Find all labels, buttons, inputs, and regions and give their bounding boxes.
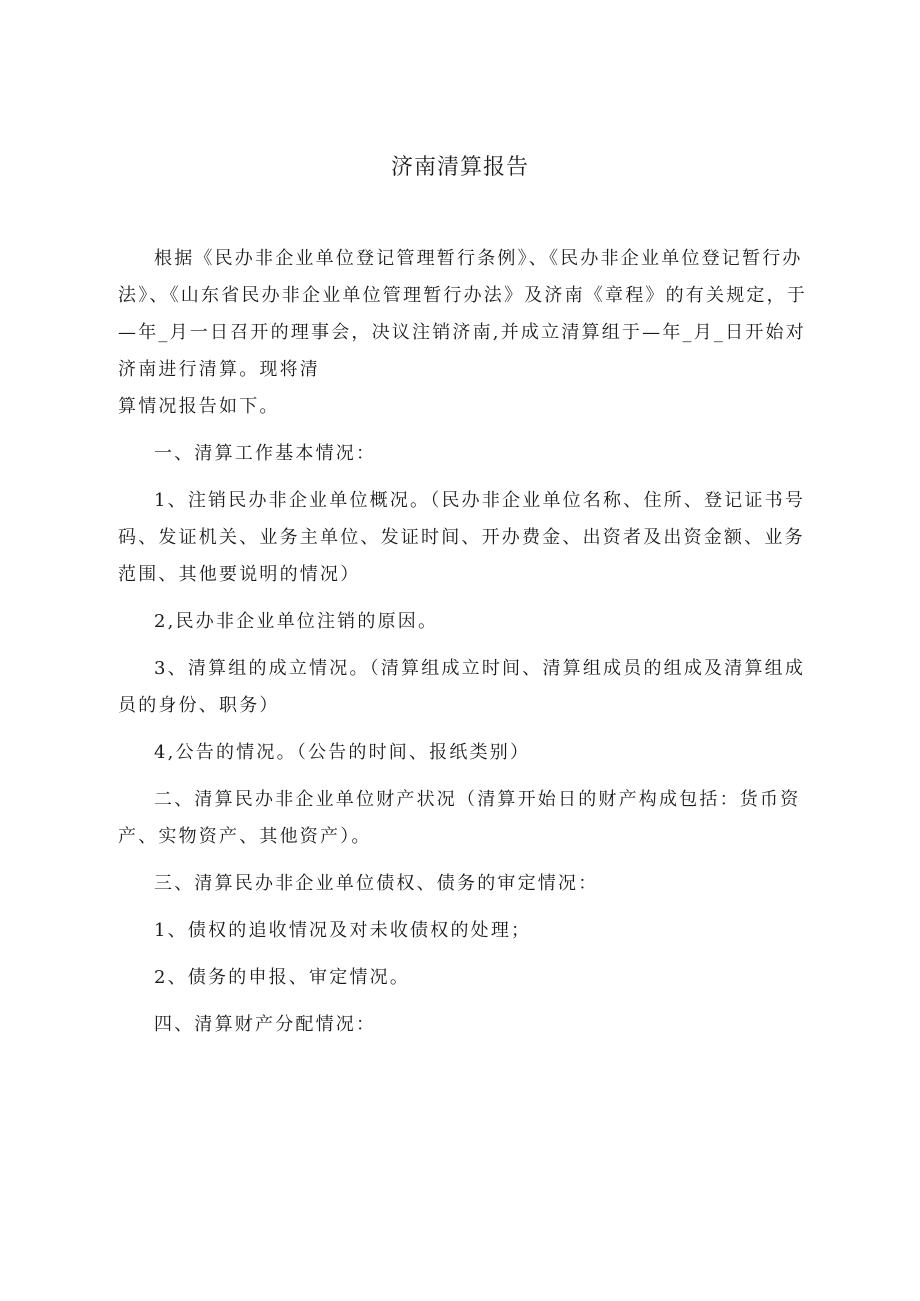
section-heading-1: 一、清算工作基本情况： xyxy=(154,443,377,464)
item-3-2: 2、债务的申报、审定情况。 xyxy=(154,967,411,988)
item-1-1: 1、注销民办非企业单位概况。（民办非企业单位名称、住所、登记证书号码、发证机关、业务主单位、发证时间、开办费金、出资者及出资金额、业务范围、其他要说明的情况） xyxy=(118,490,806,585)
section-heading-3: 三、清算民办非企业单位债权、债务的审定情况： xyxy=(154,873,599,894)
document-body xyxy=(118,240,808,1053)
section-heading-4: 四、清算财产分配情况： xyxy=(154,1014,377,1035)
item-1-3: 3、清算组的成立情况。（清算组成立时间、清算组成员的组成及清算组成员的身份、职务） xyxy=(118,658,806,716)
paragraph-intro-continued: 算情况报告如下。 xyxy=(118,396,280,417)
item-1-4: 4,公告的情况。（公告的时间、报纸类别） xyxy=(154,742,531,763)
section-heading-2: 二、清算民办非企业单位财产状况（清算开始日的财产构成包括：货币资产、实物资产、其他资产）。 xyxy=(118,789,801,847)
document-title: 济南清算报告 xyxy=(390,155,529,180)
item-1-2: 2,民办非企业单位注销的原因。 xyxy=(154,611,439,632)
item-3-1: 1、债权的追收情况及对未收债权的处理； xyxy=(154,920,532,941)
paragraph-intro: 根据《民办非企业单位登记管理暂行条例》、《民办非企业单位登记暂行办法》、《山东省民办非企业单位管理暂行办法》及济南《章程》的有关规定，于—年_月一日召开的理事会，决议注销济南,并成立清算组于—年_月_日开始对济南进行清算。现将清 xyxy=(118,248,807,380)
